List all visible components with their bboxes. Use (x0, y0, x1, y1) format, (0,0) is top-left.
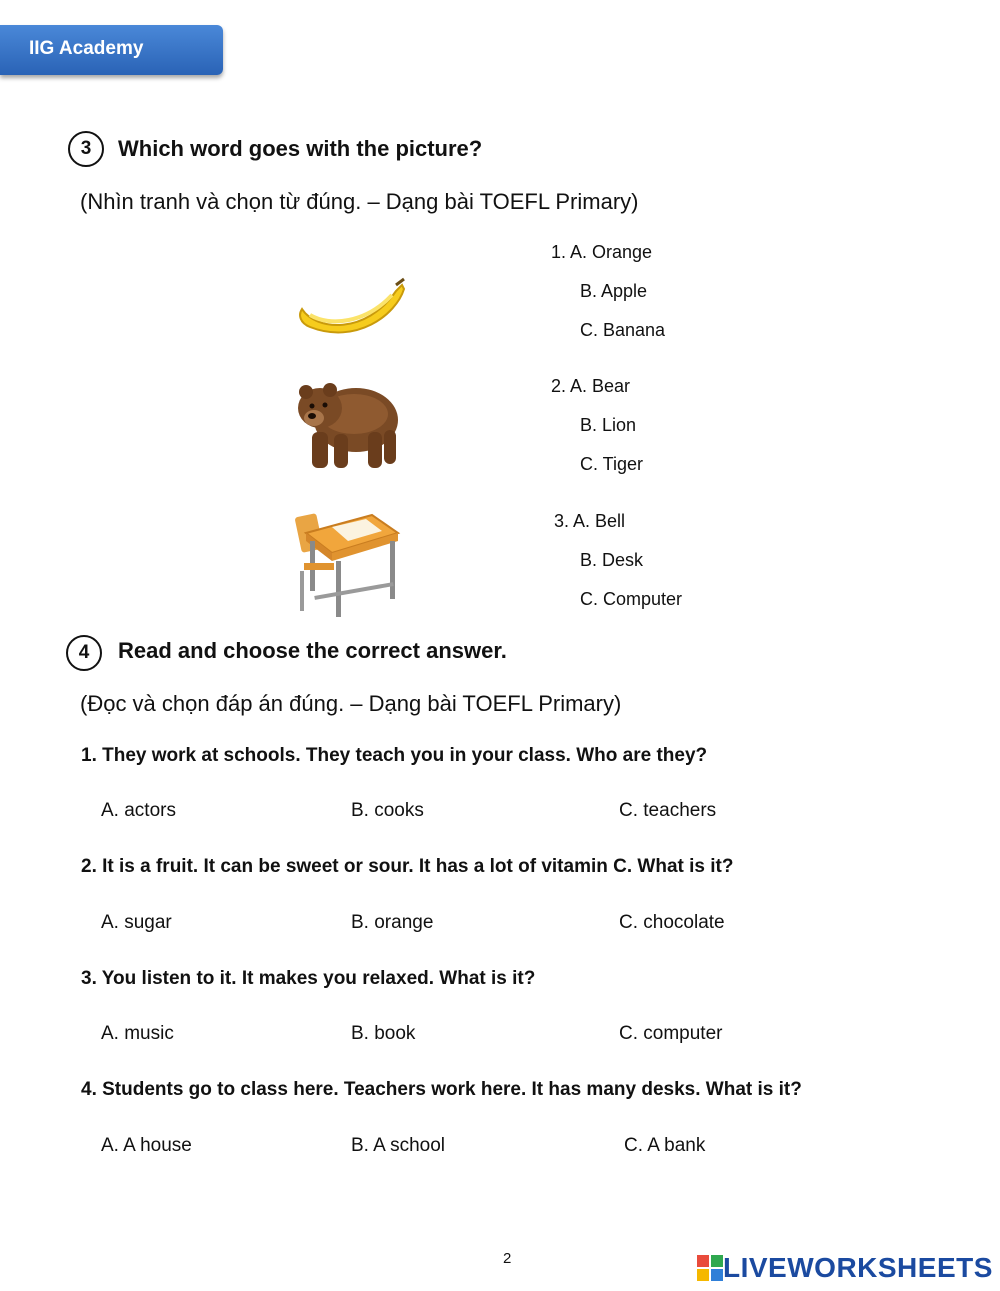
q3-option-a: 3. A. Bell (554, 511, 626, 531)
q2-option-c: C. Tiger (580, 454, 644, 474)
section-4-subtitle: (Đọc và chọn đáp án đúng. – Dạng bài TOEFL Primary) (80, 691, 622, 716)
section-3-number: 3 (68, 131, 104, 167)
question-4-answer-c: C. A bank (624, 1135, 706, 1156)
bear-image (292, 372, 404, 472)
q1-option-b: B. Apple (580, 281, 648, 301)
question-2-answer-b: B. orange (351, 912, 434, 933)
section-4-title: Read and choose the correct answer. (118, 638, 507, 663)
q1-option-a: 1. A. Orange (551, 242, 653, 262)
q2-option-b: B. Lion (580, 415, 637, 435)
question-3: 3. You listen to it. It makes you relaxed. What is it? (81, 968, 536, 989)
brand-tab: IIG Academy (0, 25, 223, 75)
question-2-answer-c: C. chocolate (619, 912, 725, 933)
q3-option-b: B. Desk (580, 550, 644, 570)
question-4: 4. Students go to class here. Teachers work here. It has many desks. What is it? (81, 1079, 802, 1100)
question-2: 2. It is a fruit. It can be sweet or sour. It has a lot of vitamin C. What is it? (81, 856, 734, 877)
desk-image (292, 505, 404, 623)
question-1: 1. They work at schools. They teach you in your class. Who are they? (81, 745, 708, 766)
question-3-answer-c: C. computer (619, 1023, 723, 1044)
liveworksheets-logo (697, 1253, 993, 1283)
question-1-answer-b: B. cooks (351, 800, 424, 821)
page-number: 2 (503, 1250, 512, 1267)
question-3-answer-b: B. book (351, 1023, 416, 1044)
question-4-answer-b: B. A school (351, 1135, 446, 1156)
question-4-answer-a: A. A house (101, 1135, 192, 1156)
question-3-answer-a: A. music (101, 1023, 174, 1044)
question-1-answer-c: C. teachers (619, 800, 717, 821)
q1-option-c: C. Banana (580, 320, 666, 340)
section-4-number: 4 (66, 635, 102, 671)
question-2-answer-a: A. sugar (101, 912, 172, 933)
liveworksheets-logo-icon (697, 1255, 723, 1281)
liveworksheets-logo-text: LIVEWORKSHEETS (723, 1252, 993, 1283)
question-1-answer-a: A. actors (101, 800, 176, 821)
section-3-subtitle: (Nhìn tranh và chọn từ đúng. – Dạng bài TOEFL Primary) (80, 189, 639, 214)
q3-option-c: C. Computer (580, 589, 683, 609)
section-3-title: Which word goes with the picture? (118, 136, 483, 161)
banana-image (296, 275, 408, 345)
q2-option-a: 2. A. Bear (551, 376, 631, 396)
